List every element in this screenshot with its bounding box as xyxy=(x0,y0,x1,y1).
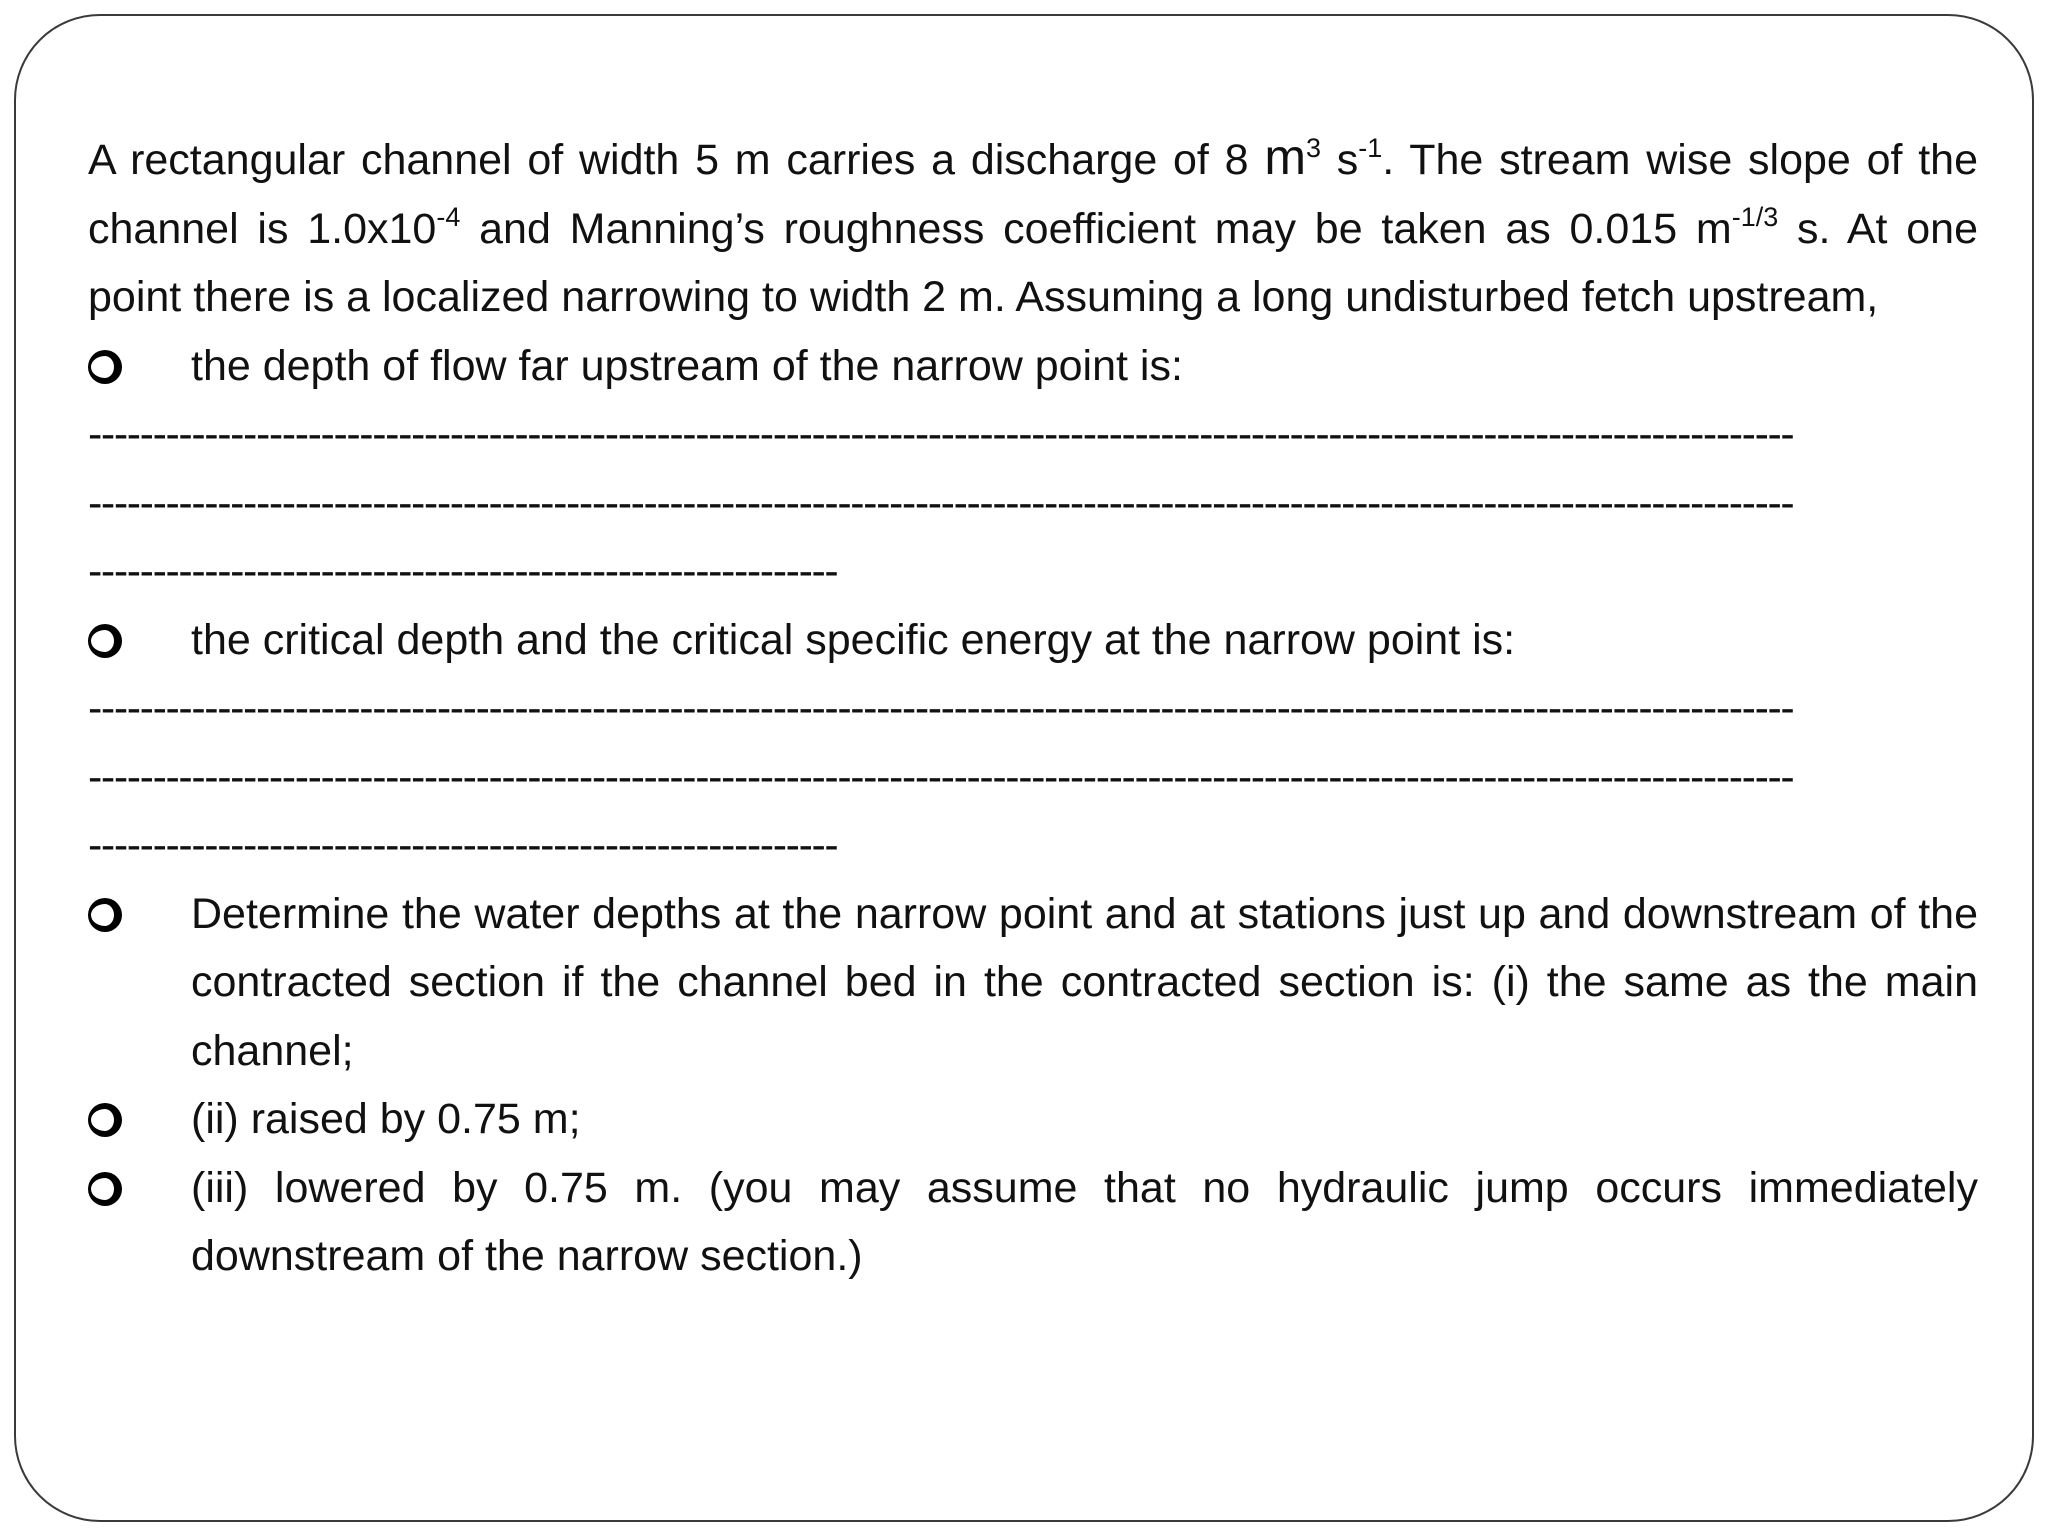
superscript-neg4: -4 xyxy=(436,201,461,232)
intro-text-2: s xyxy=(1321,136,1359,184)
superscript-3: 3 xyxy=(1305,133,1322,163)
slide-frame xyxy=(14,14,2034,1522)
intro-text-4: and Manning’s roughness coefficient may be taken as 0.015 m xyxy=(460,204,1732,253)
answer-line: ------------------------------------------------------------------------------------------------------------------------------------ xyxy=(88,478,1794,527)
question-text: (ii) raised by 0.75 m; xyxy=(191,1095,581,1143)
answer-line: ------------------------------------------------------------------------------------------------------------------------------------ xyxy=(88,752,1794,801)
intro-text-5: s. At one point there is a localized narrowing to width 2 m. Assuming a long undisturbed fetch upstream, xyxy=(88,204,1978,321)
question-upstream-depth xyxy=(88,332,1978,401)
intro-text-3: . The stream wise slope of the channel is 1.0x10 xyxy=(88,136,1978,253)
question-lowered-bed xyxy=(88,1154,1978,1291)
question-text: Determine the water depths at the narrow point and at stations just up and downstream of the contracted section if the channel bed in the contracted section is: (i) the same as the main channel; xyxy=(191,889,1978,1075)
question-critical-depth xyxy=(88,606,1978,675)
answer-line: ------------------------------------------------------------------------------------------------------------------------------------ xyxy=(88,684,1794,732)
superscript-neg1: -1 xyxy=(1358,133,1383,163)
bullet-circle-icon xyxy=(88,1172,122,1206)
bullet-circle-icon xyxy=(88,898,122,932)
answer-line: ---------------------------------------------------------- xyxy=(88,821,838,869)
question-text: the critical depth and the critical specific energy at the narrow point is: xyxy=(191,615,1516,664)
question-text: (iii) lowered by 0.75 m. (you may assume that no hydraulic jump occurs immediately downstream of the narrow section.) xyxy=(191,1163,1978,1280)
problem-statement xyxy=(88,126,1978,332)
answer-line: ---------------------------------------------------------- xyxy=(88,547,838,595)
question-text: the depth of flow far upstream of the narrow point is: xyxy=(191,341,1183,390)
bullet-circle-icon xyxy=(88,350,122,384)
question-raised-bed xyxy=(88,1085,1978,1154)
slide-content xyxy=(88,126,1978,1291)
bullet-circle-icon xyxy=(88,624,122,658)
superscript-neg1-3: -1/3 xyxy=(1731,201,1779,232)
bullet-circle-icon xyxy=(88,1103,122,1137)
question-water-depths xyxy=(88,880,1978,1086)
answer-line: ------------------------------------------------------------------------------------------------------------------------------------ xyxy=(88,410,1794,458)
unit-m: m xyxy=(1264,129,1306,185)
intro-text-1: A rectangular channel of width 5 m carries a discharge of 8 xyxy=(88,136,1265,184)
